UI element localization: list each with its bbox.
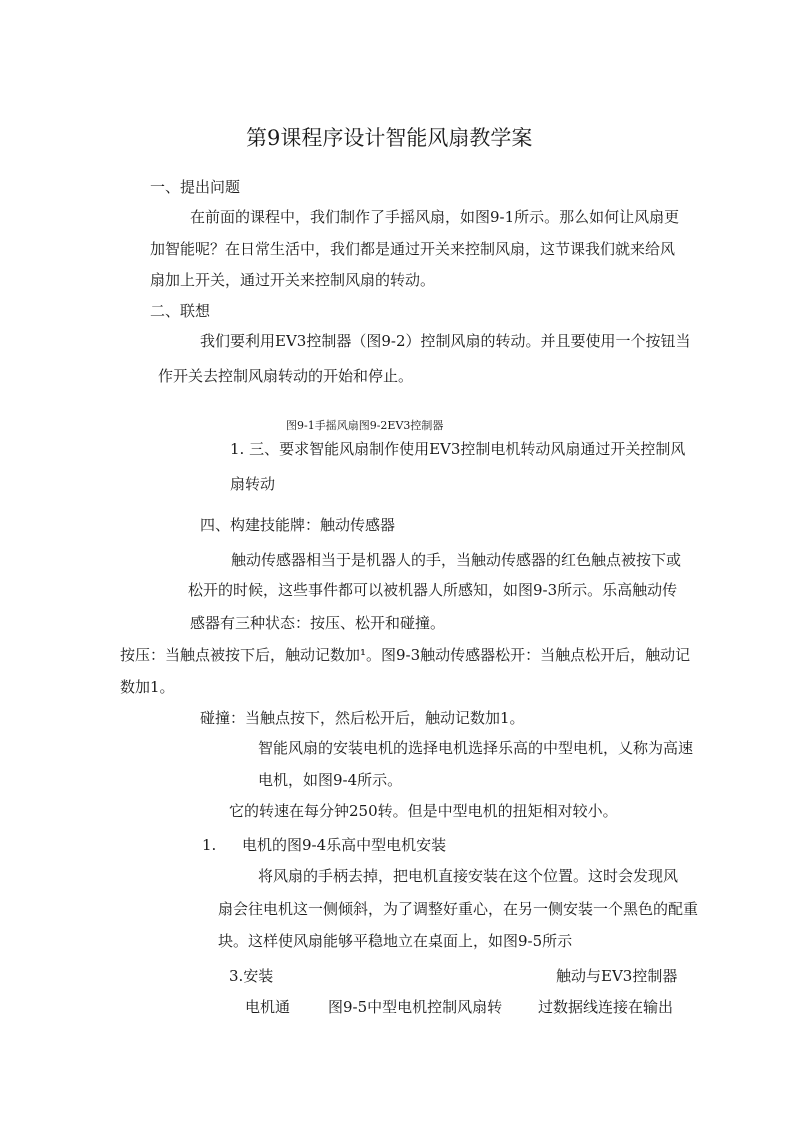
paragraph-line: 触动传感器相当于是机器人的手，当触动传感器的红色触点被按下或 — [231, 551, 682, 569]
fragment-a: 电机通 — [245, 998, 291, 1016]
paragraph-line: 我们要利用EV3控制器（图9-2）控制风扇的转动。并且要使用一个按钮当 — [200, 332, 691, 350]
paragraph-line: 加智能呢？在日常生活中，我们都是通过开关来控制风扇，这节课我们就来给风 — [150, 240, 676, 258]
list-number: 1. — [202, 836, 217, 854]
paragraph-line: 智能风扇的安装电机的选择电机选择乐高的中型电机，乂称为高速 — [258, 739, 694, 757]
section-heading-4: 四、构建技能牌：触动传感器 — [200, 516, 396, 534]
fragment-right: 触动与EV3控制器 — [556, 967, 678, 985]
fragment-left: 3.安装 — [229, 967, 274, 985]
list-item-text: 电机的图9-4乐高中型电机安装 — [242, 836, 447, 854]
paragraph-line: 它的转速在每分钟250转。但是中型电机的扭矩相对较小。 — [229, 802, 618, 820]
paragraph-line: 碰撞：当触点按下，然后松开后，触动记数加1。 — [200, 709, 525, 727]
paragraph-line: 电机，如图9-4所示。 — [258, 771, 403, 789]
paragraph-line: 块。这样使风扇能够平稳地立在桌面上，如图9-5所示 — [218, 932, 573, 950]
paragraph-line: 将风扇的手柄去掉，把电机直接安装在这个位置。这时会发现风 — [258, 867, 679, 885]
paragraph-line: 扇转动 — [230, 475, 276, 493]
paragraph-line: 数加1。 — [120, 678, 175, 696]
paragraph-line: 在前面的课程中，我们制作了手摇风扇，如图9-1所示。那么如何让风扇更 — [190, 208, 680, 226]
page-title: 第9课程序设计智能风扇教学案 — [246, 126, 533, 150]
paragraph-line: 扇会往电机这一侧倾斜，为了调整好重心，在另一侧安装一个黑色的配重 — [218, 900, 699, 918]
paragraph-line: 感器有三种状态：按压、松开和碰撞。 — [190, 614, 446, 632]
paragraph-line: 松开的时候，这些事件都可以被机器人所感知，如图9-3所示。乐高触动传 — [188, 581, 678, 599]
fragment-c: 过数据线连接在输出 — [538, 998, 674, 1016]
section-heading-2: 二、联想 — [150, 302, 211, 320]
figure-caption: 图9-1手摇风扇图9-2EV3控制器 — [286, 419, 444, 432]
paragraph-line: 扇加上开关，通过开关来控制风扇的转动。 — [150, 271, 436, 289]
fragment-b: 图9-5中型电机控制风扇转 — [328, 998, 503, 1016]
paragraph-line: 按压：当触点被按下后，触动记数加¹。图9-3触动传感器松开：当触点松开后，触动记 — [120, 646, 691, 664]
section-heading-1: 一、提出问题 — [150, 178, 241, 196]
paragraph-line: 作开关去控制风扇转动的开始和停止。 — [158, 367, 414, 385]
section-heading-3: 1. 三、要求智能风扇制作使用EV3控制电机转动风扇通过开关控制风 — [230, 440, 686, 458]
